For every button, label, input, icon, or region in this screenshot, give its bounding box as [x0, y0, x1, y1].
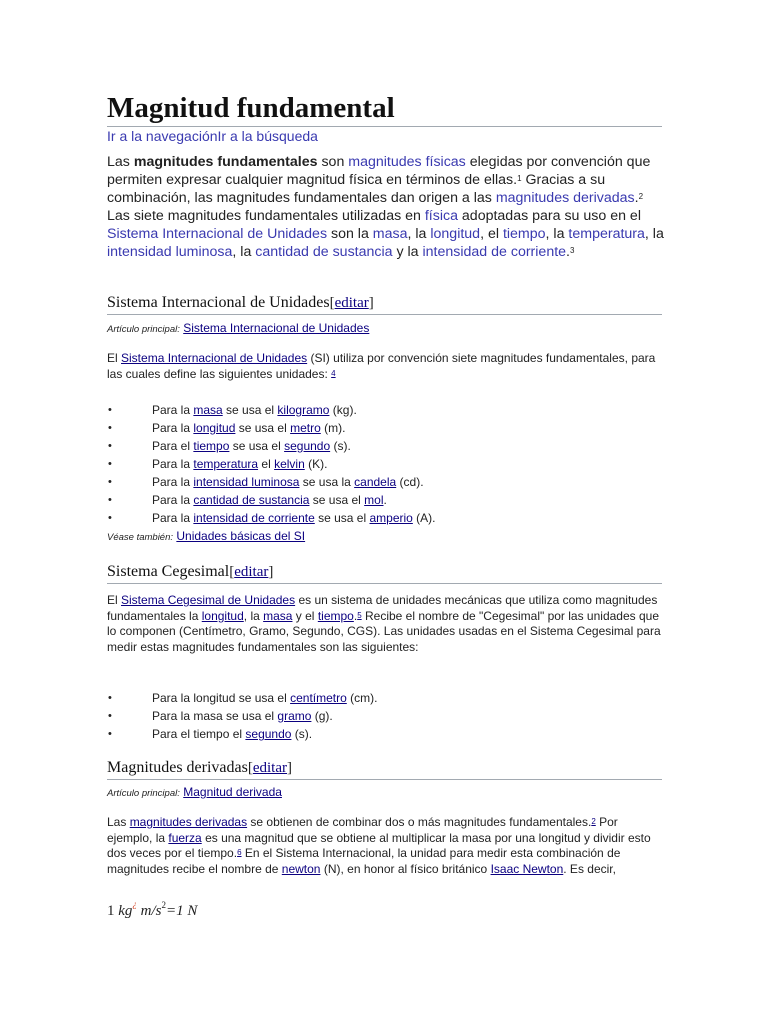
ref-5[interactable]: 5	[357, 610, 362, 620]
link-tiempo[interactable]: tiempo	[317, 608, 354, 623]
link-unit[interactable]: kilogramo	[277, 403, 330, 417]
link-isaac-newton[interactable]: Isaac Newton	[490, 861, 564, 876]
bullet: •	[108, 710, 112, 722]
derivadas-paragraph: Las magnitudes derivadas se obtienen de combinar dos o más magnitudes fundamentales.$^2$ Por ejemplo, la fuerza es una magnitud que se obtiene al multiplicar la masa por una longitud y dividir esto dos veces por el tiempo.$^6$ En el Sistema Internacional, la unidad para medir esta combinación de magnitudes recibe el nombre de newton (N), en honor al físico británico Isaac Newton. Es decir,	[107, 815, 651, 876]
link-unit[interactable]: centímetro	[290, 691, 347, 705]
link-unit[interactable]: metro	[290, 421, 321, 435]
list-item: • Para la intensidad de corriente se usa el amperio (A).	[108, 511, 436, 525]
link-magnitudes-derivadas[interactable]: magnitudes derivadas	[495, 190, 635, 206]
link-mag[interactable]: longitud	[193, 421, 236, 435]
hatnote-link[interactable]: Magnitud derivada	[183, 785, 282, 799]
link-masa[interactable]: masa	[263, 608, 293, 623]
see-also: Véase también: Unidades básicas del SI	[107, 529, 306, 543]
link-masa[interactable]: masa	[372, 226, 408, 242]
link-cgs[interactable]: Sistema Cegesimal de Unidades	[121, 593, 296, 607]
heading-sistema-internacional: Sistema Internacional de Unidades[editar]	[107, 294, 662, 315]
list-item: • Para la intensidad luminosa se usa la candela (cd).	[108, 475, 424, 489]
list-item: • Para el tiempo se usa el segundo (s).	[108, 439, 351, 453]
link-fisica[interactable]: física	[424, 208, 458, 224]
link-unit[interactable]: gramo	[277, 709, 312, 723]
ref-6[interactable]: 6	[237, 848, 242, 857]
cgs-paragraph: El Sistema Cegesimal de Unidades es un sistema de unidades mecánicas que utiliza como magnitudes fundamentales la longitud, la masa y el tiempo.$^5$ Recibe el nombre de "Cegesimal" por las unidades que lo componen (Centímetro, Gramo, Segundo, CGS). Las unidades usadas en el Sistema Cegesimal para medir estas magnitudes fundamentales son las siguientes:	[107, 593, 661, 654]
list-item: • Para la masa se usa el kilogramo (kg).	[108, 403, 357, 417]
ref-4[interactable]: 4	[331, 368, 336, 378]
link-mag[interactable]: temperatura	[193, 457, 259, 471]
hatnote-link[interactable]: Sistema Internacional de Unidades	[183, 321, 370, 335]
si-units-list	[107, 401, 436, 527]
skip-links[interactable]: Ir a la navegaciónIr a la búsqueda	[107, 128, 318, 144]
see-also-link[interactable]: Unidades básicas del SI	[176, 529, 306, 543]
list-item: • Para el tiempo el segundo (s).	[108, 727, 313, 741]
bold-term: magnitudes fundamentales	[133, 154, 318, 170]
link-mag[interactable]: masa	[193, 403, 223, 417]
newton-formula: 1 kg¿ $m/s^2=1$ N	[107, 899, 198, 919]
hatnote: Artículo principal: Magnitud derivada	[107, 785, 282, 799]
link-mag[interactable]: cantidad de sustancia	[193, 493, 310, 507]
link-intensidad-luminosa[interactable]: intensidad luminosa	[107, 244, 233, 260]
ref-3[interactable]: 3	[570, 246, 575, 255]
hatnote: Artículo principal: Sistema Internacional de Unidades	[107, 321, 370, 335]
link-unit[interactable]: segundo	[284, 439, 331, 453]
link-cantidad-sustancia[interactable]: cantidad de sustancia	[255, 244, 393, 260]
list-item: • Para la cantidad de sustancia se usa el mol.	[108, 493, 387, 507]
ref-1[interactable]: 1	[517, 174, 522, 183]
link-fuerza[interactable]: fuerza	[168, 830, 202, 845]
link-unit[interactable]: mol	[364, 493, 384, 507]
intro-paragraph: Las magnitudes fundamentales son magnitudes físicas elegidas por convención que permiten expresar cualquier magnitud física en términos de ellas.$^1$ Gracias a su combinación, las magnitudes fundamentales dan origen a las magnitudes derivadas.$^2$ Las siete magnitudes fundamentales utilizadas en física adoptadas para su uso en el Sistema Internacional de Unidades son la masa, la longitud, el tiempo, la temperatura, la intensidad luminosa, la cantidad de sustancia y la intensidad de corriente.$^3$	[107, 154, 664, 260]
link-newton[interactable]: newton	[281, 861, 321, 876]
heading-magnitudes-derivadas: Magnitudes derivadas[editar]	[107, 759, 662, 780]
ref-2[interactable]: 2	[638, 192, 644, 201]
list-item: • Para la longitud se usa el metro (m).	[108, 421, 346, 435]
link-mag[interactable]: intensidad de corriente	[193, 511, 315, 525]
link-unit[interactable]: candela	[354, 475, 397, 489]
edit-link[interactable]: editar	[334, 295, 369, 311]
link-longitud[interactable]: longitud	[201, 608, 244, 623]
cgs-units-list	[107, 689, 377, 743]
link-mag[interactable]: intensidad luminosa	[193, 475, 300, 489]
bullet: •	[108, 440, 112, 452]
bullet: •	[108, 494, 112, 506]
link-unit[interactable]: amperio	[369, 511, 413, 525]
bullet: •	[108, 404, 112, 416]
link-unit[interactable]: kelvin	[274, 457, 305, 471]
link-si[interactable]: Sistema Internacional de Unidades	[107, 226, 328, 242]
list-item: • Para la temperatura el kelvin (K).	[108, 457, 328, 471]
ref-2[interactable]: 2	[591, 817, 596, 826]
list-item: • Para la longitud se usa el centímetro (cm).	[108, 691, 378, 705]
bullet: •	[108, 512, 112, 524]
link-magnitudes-fisicas[interactable]: magnitudes físicas	[348, 154, 466, 170]
list-item: • Para la masa se usa el gramo (g).	[108, 709, 333, 723]
link-intensidad-corriente[interactable]: intensidad de corriente	[422, 244, 567, 260]
link-longitud[interactable]: longitud	[430, 226, 481, 242]
bullet: •	[108, 458, 112, 470]
bullet: •	[108, 422, 112, 434]
bullet: •	[108, 692, 112, 704]
edit-link[interactable]: editar	[234, 564, 269, 580]
si-paragraph: El Sistema Internacional de Unidades (SI) utiliza por convención siete magnitudes fundamentales, para las cuales define las siguientes unidades: $^4$	[107, 351, 656, 381]
link-magnitudes-derivadas[interactable]: magnitudes derivadas	[129, 815, 248, 829]
link-tiempo[interactable]: tiempo	[502, 226, 546, 242]
page-title: Magnitud fundamental	[107, 92, 662, 127]
bullet: •	[108, 728, 112, 740]
link-temperatura[interactable]: temperatura	[568, 226, 645, 242]
bullet: •	[108, 476, 112, 488]
link-unit[interactable]: segundo	[245, 727, 292, 741]
edit-link[interactable]: editar	[252, 760, 288, 776]
link-mag[interactable]: tiempo	[193, 439, 230, 453]
link-si-body[interactable]: Sistema Internacional de Unidades	[121, 351, 308, 365]
heading-sistema-cegesimal: Sistema Cegesimal[editar]	[107, 563, 662, 584]
